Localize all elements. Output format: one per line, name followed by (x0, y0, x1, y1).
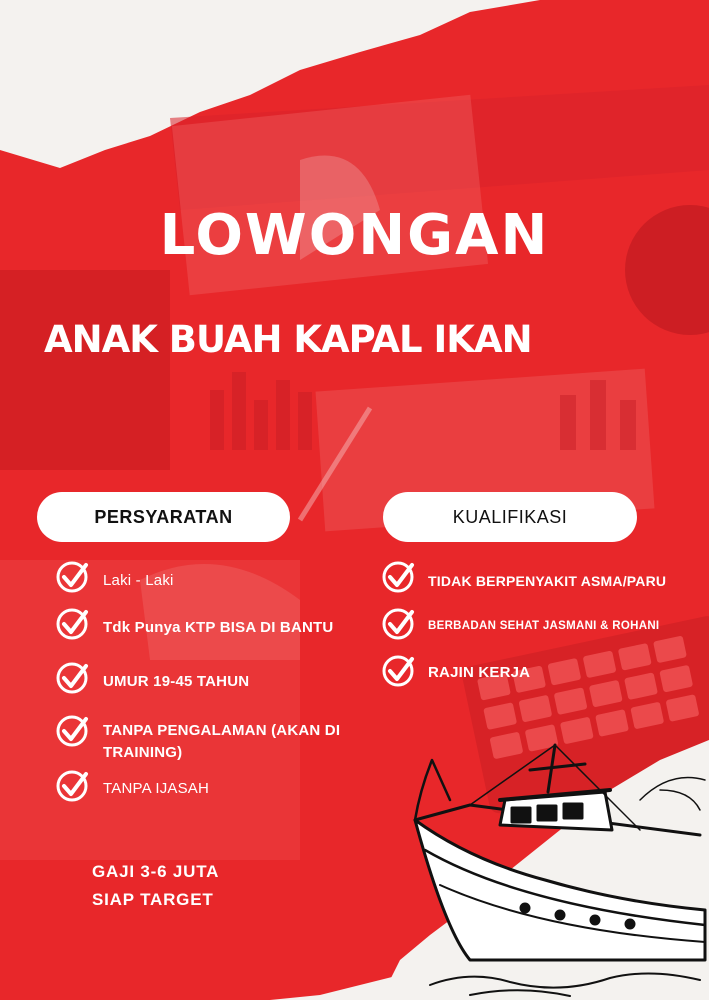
list-item (103, 715, 358, 764)
qualification-text: RAJIN KERJA (428, 664, 531, 681)
salary-range: GAJI 3-6 JUTA (92, 862, 220, 881)
qualification-text: BERBADAN SEHAT JASMANI & ROHANI (428, 620, 660, 632)
qualifications-list (428, 560, 703, 700)
requirement-text: Laki - Laki (103, 572, 174, 589)
poster-subtitle: ANAK BUAH KAPAL IKAN (44, 318, 532, 361)
requirement-text: Tdk Punya KTP BISA DI BANTU (103, 619, 334, 636)
qualification-text: TIDAK BERPENYAKIT ASMA/PARU (428, 573, 667, 589)
list-item (428, 565, 666, 592)
requirement-text: UMUR 19-45 TAHUN (103, 673, 250, 690)
qualifications-heading: KUALIFIKASI (383, 492, 637, 542)
poster-title: LOWONGAN (159, 203, 550, 268)
requirements-list (103, 560, 363, 800)
list-item (428, 657, 530, 684)
requirements-heading: PERSYARATAN (37, 492, 290, 542)
list-item (103, 565, 174, 592)
salary-target: SIAP TARGET (92, 890, 214, 909)
list-item (103, 773, 209, 800)
list-item (103, 666, 249, 693)
list-item (103, 612, 333, 639)
requirement-text: TANPA PENGALAMAN (AKAN DI TRAINING) (103, 722, 341, 761)
list-item (428, 610, 659, 637)
salary-info (92, 858, 219, 914)
requirement-text: TANPA IJASAH (103, 780, 210, 797)
